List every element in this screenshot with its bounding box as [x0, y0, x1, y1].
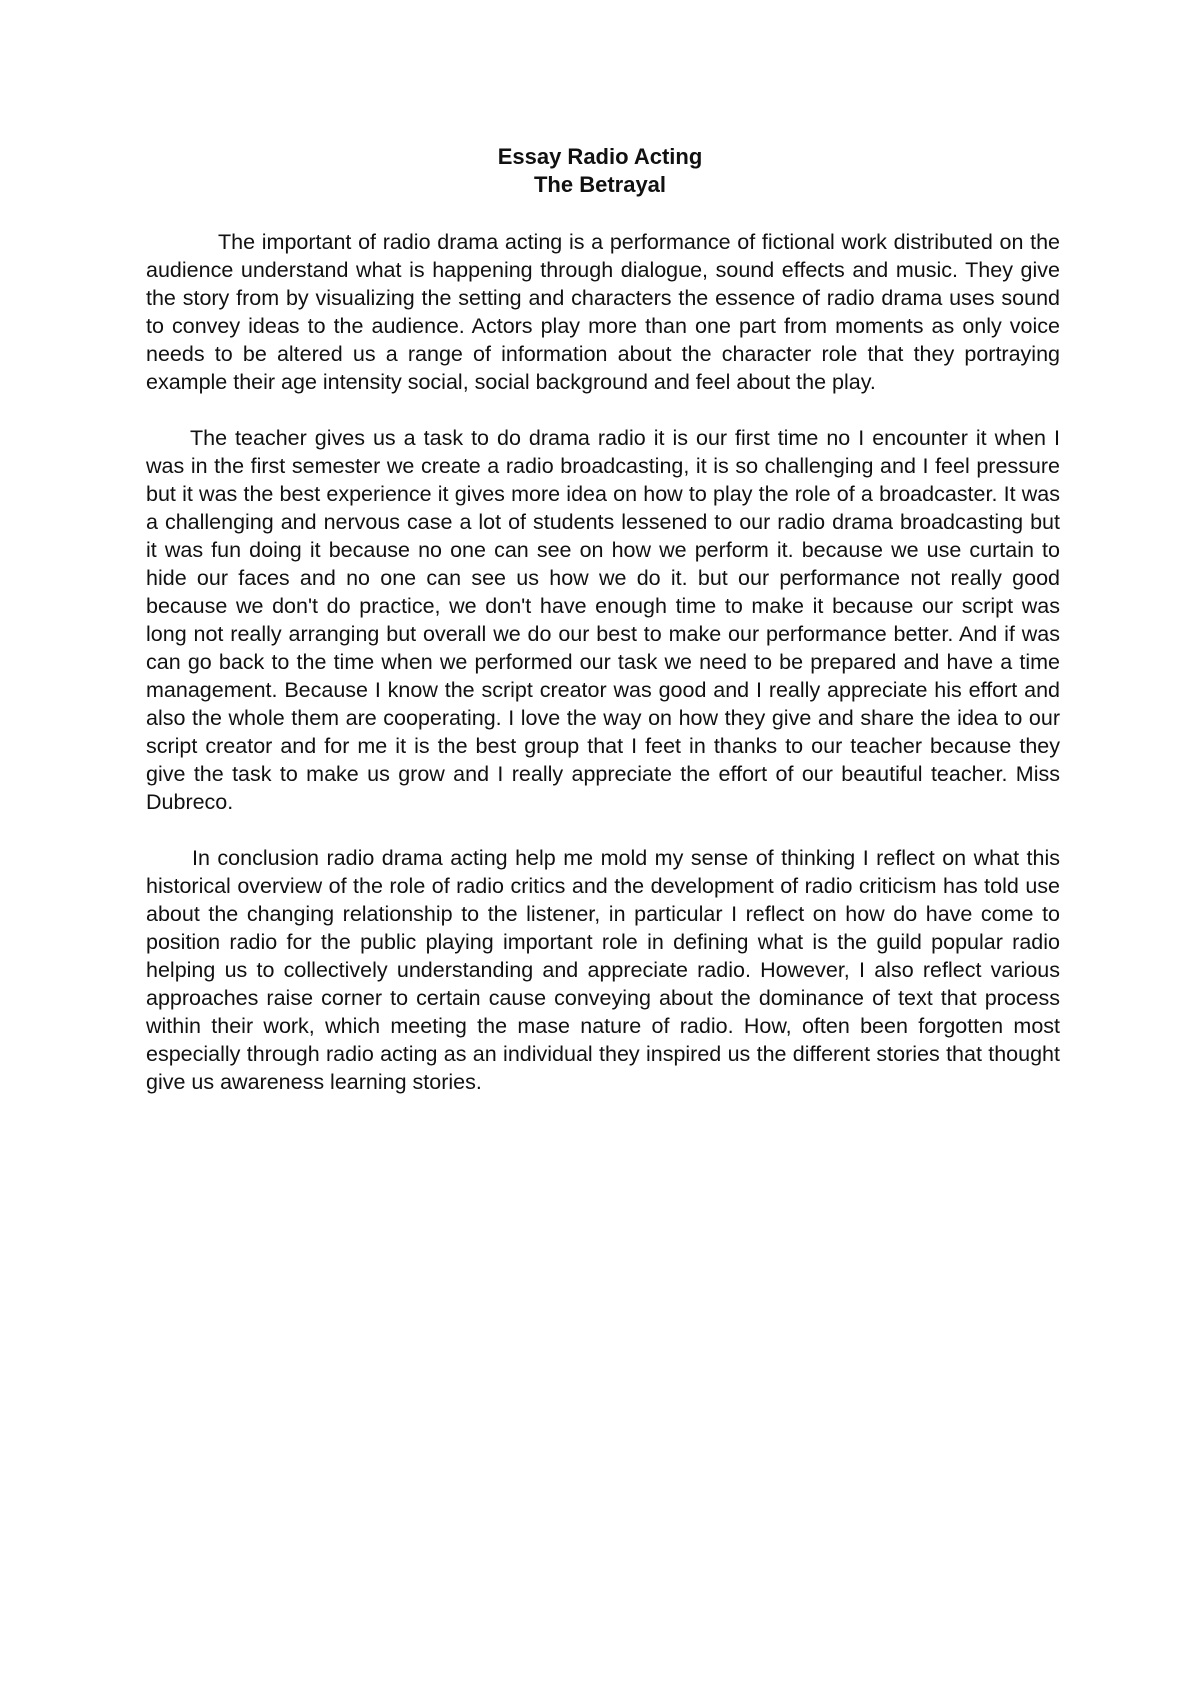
essay-subtitle: The Betrayal	[533, 172, 667, 197]
paragraph-experience: The teacher gives us a task to do drama radio it is our first time no I encounter it when I was in the first semester we create a radio broadcasting, it is so challenging and I feel pressure but it was the best experience it gives more idea on how to play the role of a broadcaster. It was a challenging and nervous case a lot of students lessened to our radio drama broadcasting but it was fun doing it because no one can see on how we perform it. because we use curtain to hide our faces and no one can see us how we do it. but our performance not really good because we don't do practice, we don't have enough time to make it because our script was long not really arranging but overall we do our best to make our performance better. And if was can go back to the time when we performed our task we need to be prepared and have a time management. Because I know the script creator was good and I really appreciate his effort and also the whole them are cooperating. I love the way on how they give and share the idea to our script creator and for me it is the best group that I feet in thanks to our teacher because they give the task to make us grow and I really appreciate the effort of our beautiful teacher. Miss Dubreco.	[146, 426, 1060, 814]
title-block	[0, 143, 1200, 199]
paragraph-conclusion: In conclusion radio drama acting help me mold my sense of thinking I reflect on what this historical overview of the role of radio critics and the development of radio criticism has told use about the changing relationship to the listener, in particular I reflect on how do have come to position radio for the public playing important role in defining what is the guild popular radio helping us to collectively understanding and appreciate radio. However, I also reflect various approaches raise corner to certain cause conveying about the dominance of text that process within their work, which meeting the mase nature of radio. How, often been forgotten most especially through radio acting as an individual they inspired us the different stories that thought give us awareness learning stories.	[146, 846, 1060, 1094]
essay-title: Essay Radio Acting	[497, 144, 703, 169]
essay-body	[146, 228, 1060, 1124]
paragraph-introduction: The important of radio drama acting is a performance of fictional work distributed on the audience understand what is happening through dialogue, sound effects and music. They give the story from by visualizing the setting and characters the essence of radio drama uses sound to convey ideas to the audience. Actors play more than one part from moments as only voice needs to be altered us a range of information about the character role that they portraying example their age intensity social, social background and feel about the play.	[146, 230, 1060, 394]
